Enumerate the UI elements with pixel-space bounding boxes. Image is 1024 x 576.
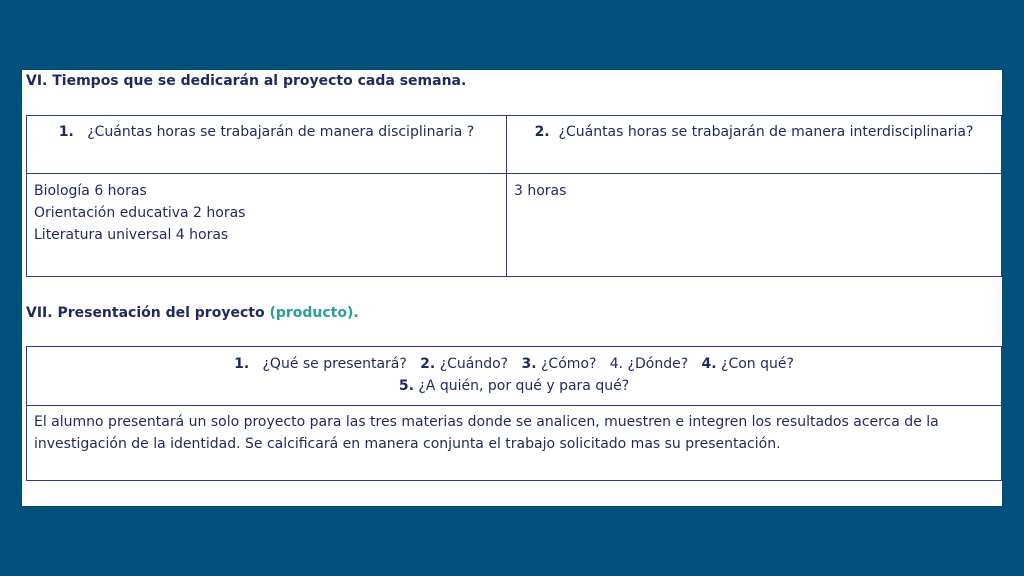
document-page	[22, 70, 1002, 506]
interdisciplinary-hours-answer: 3 horas	[507, 174, 1002, 277]
question-number: 2.	[534, 124, 550, 140]
questions-line-1	[34, 353, 994, 375]
answer-line: Orientación educativa 2 horas	[34, 205, 246, 221]
hours-table-answer-row	[27, 174, 1002, 277]
presentation-answer: El alumno presentará un solo proyecto para las tres materias donde se analicen, muestren e integren los resultados acerca de la investigación de la identidad. Se calcificará en manera conjunta el trabajo solicitado mas su presentación.	[27, 406, 1002, 481]
hours-table-header-row	[27, 116, 1002, 174]
section-7-title-main: VII. Presentación del proyecto	[26, 305, 265, 321]
disciplinary-hours-answer	[27, 174, 507, 277]
question-number: 1.	[234, 356, 250, 372]
question-number: 2.	[420, 356, 436, 372]
question-text: ¿Cuántas horas se trabajarán de manera interdisciplinaria?	[558, 124, 974, 140]
disciplinary-hours-question	[27, 116, 507, 174]
question-number: 5.	[398, 378, 414, 394]
presentation-table-answer-row	[27, 406, 1002, 481]
question-text: ¿A quién, por qué y para qué?	[418, 378, 630, 394]
section-7-title-accent: (producto).	[269, 305, 359, 321]
question-number: 3.	[521, 356, 537, 372]
question-number: 1.	[58, 124, 74, 140]
question-text: ¿Cuándo?	[439, 356, 509, 372]
question-text: 4. ¿Dónde?	[609, 356, 689, 372]
question-number: 4.	[701, 356, 717, 372]
interdisciplinary-hours-question	[507, 116, 1002, 174]
question-text: ¿Qué se presentará?	[262, 356, 407, 372]
presentation-table-header-row	[27, 347, 1002, 406]
question-text: ¿Con qué?	[721, 356, 794, 372]
answer-line: Literatura universal 4 horas	[34, 227, 229, 243]
question-text: ¿Cómo?	[540, 356, 597, 372]
question-text: ¿Cuántas horas se trabajarán de manera disciplinaria ?	[87, 124, 475, 140]
answer-line: Biología 6 horas	[34, 183, 147, 199]
questions-line-2	[34, 375, 994, 397]
presentation-questions	[27, 347, 1002, 406]
presentation-table	[26, 346, 1002, 481]
hours-table	[26, 115, 1002, 277]
section-7-title	[26, 305, 359, 321]
section-6-title: VI. Tiempos que se dedicarán al proyecto cada semana.	[26, 73, 467, 89]
